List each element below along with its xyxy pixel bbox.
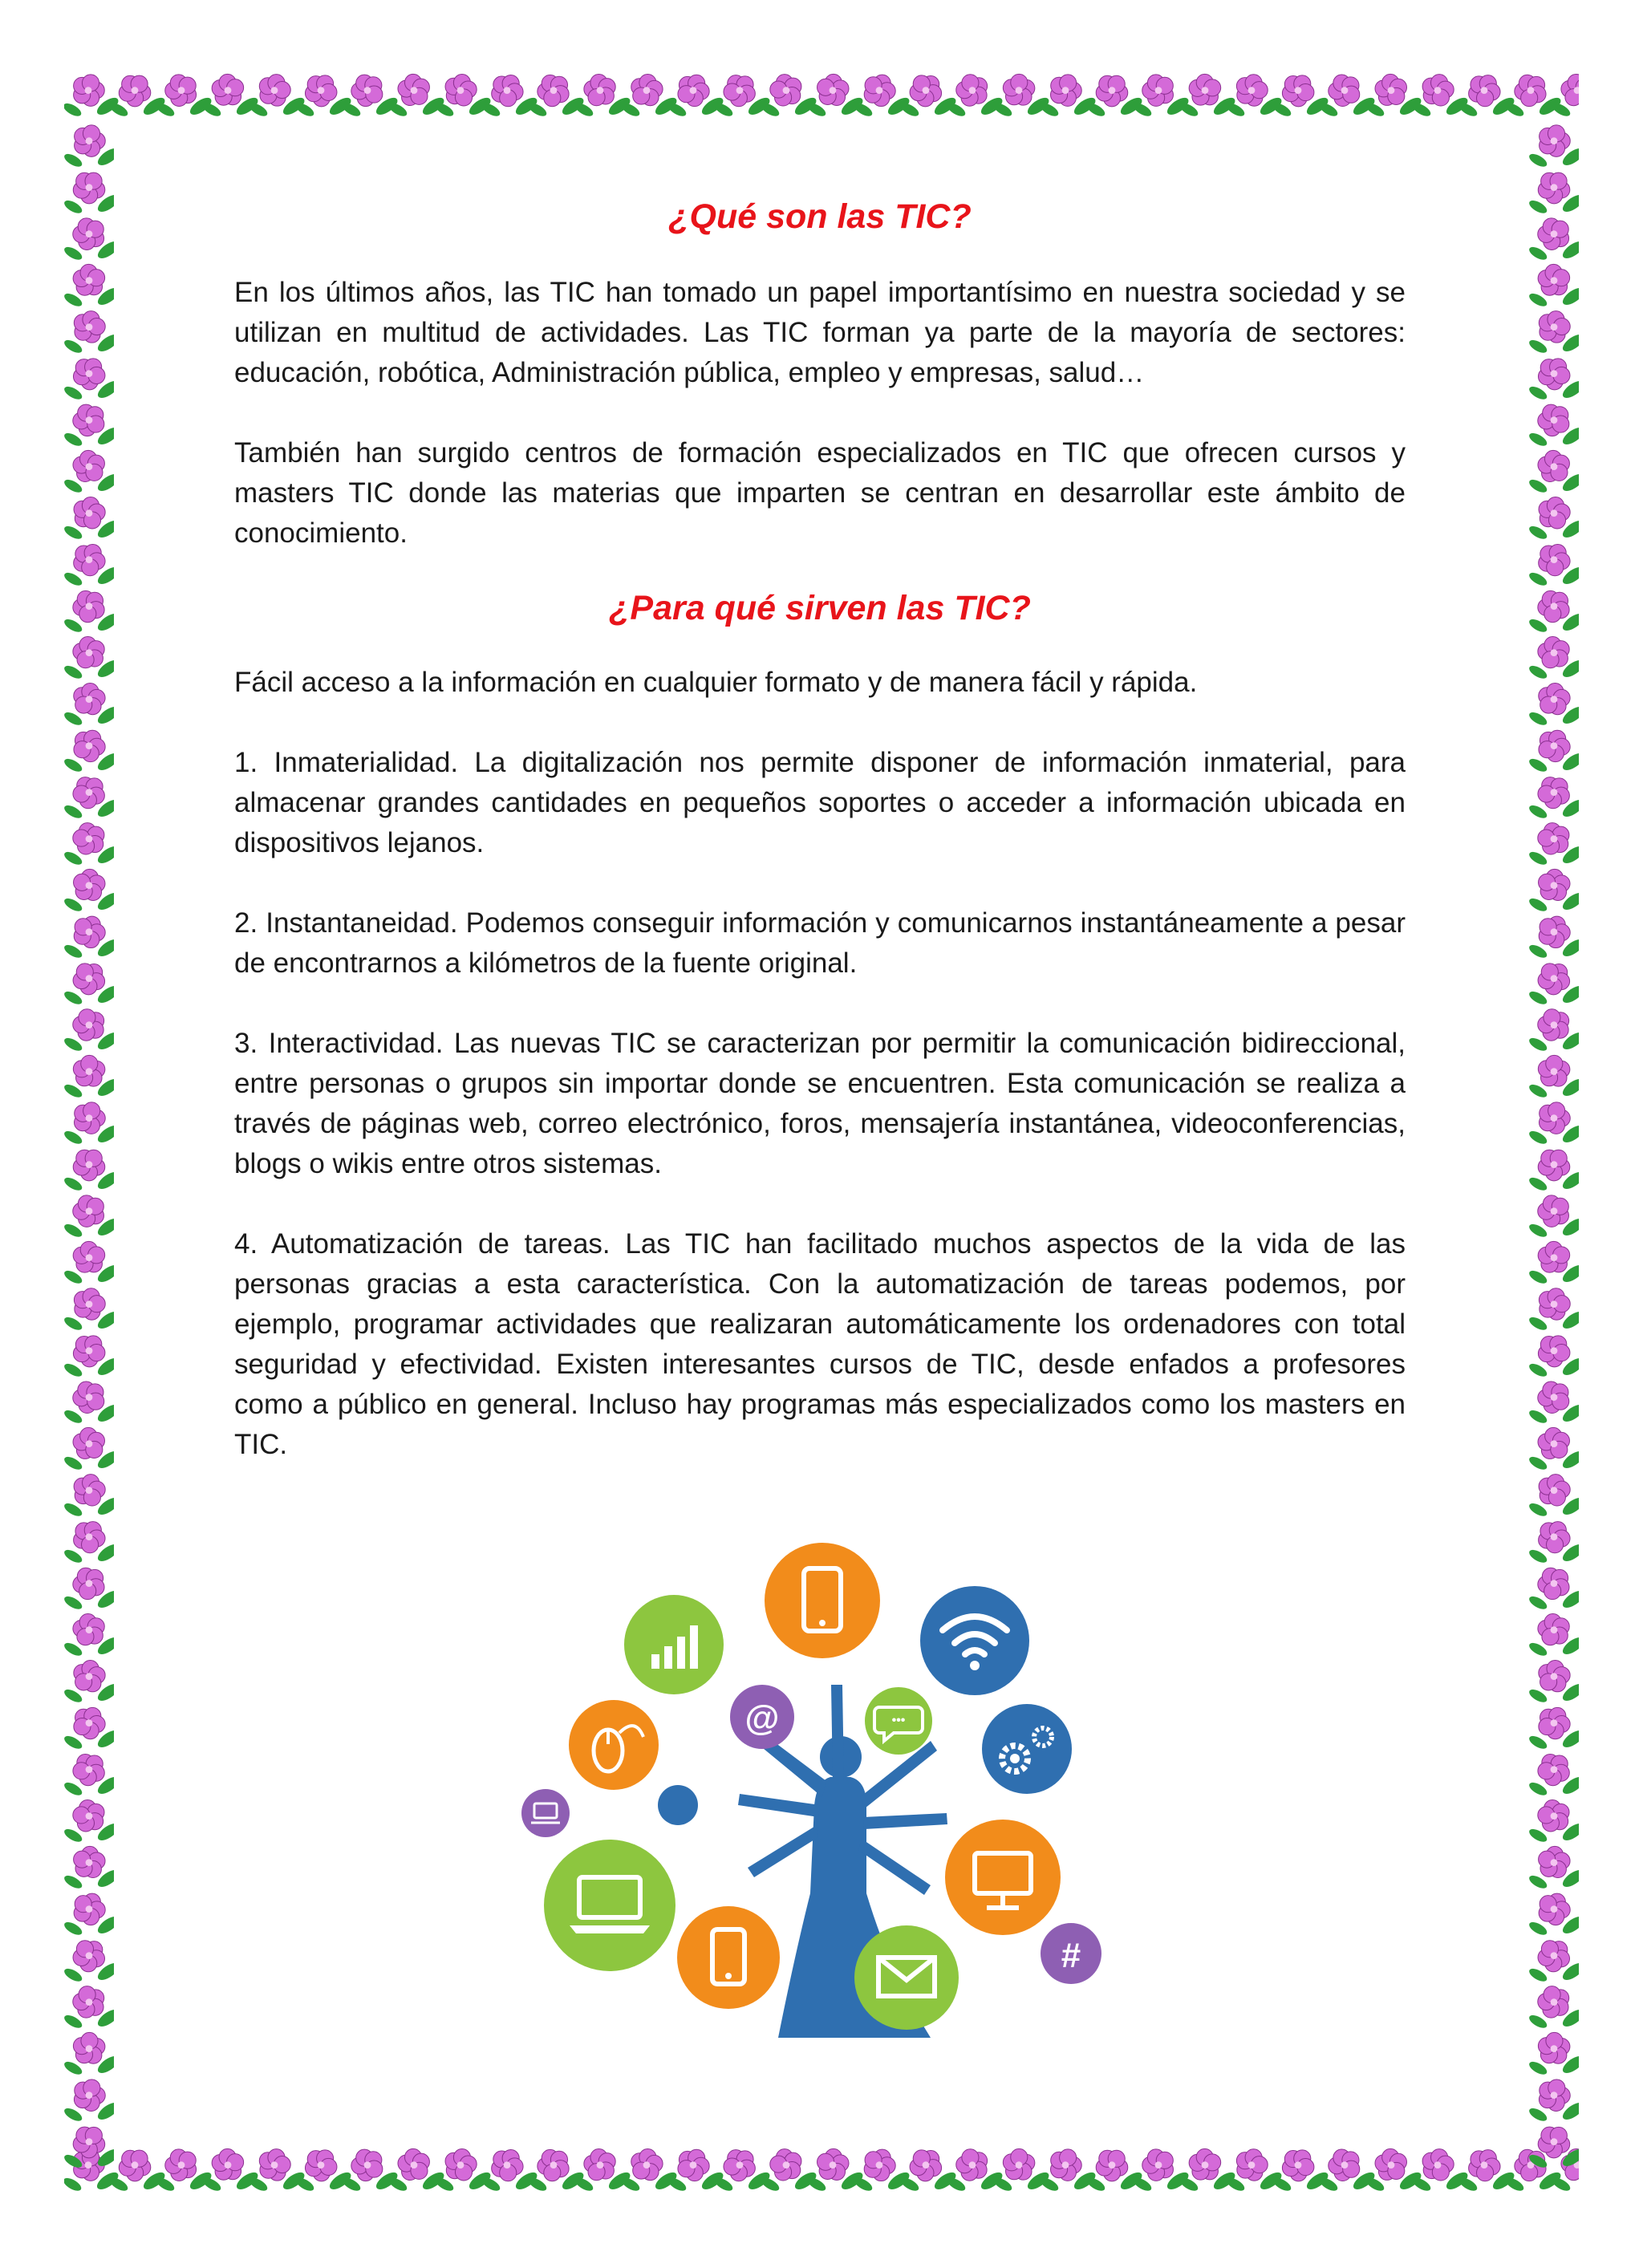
flower-motif bbox=[1365, 74, 1424, 119]
phone-icon bbox=[765, 1543, 880, 1658]
flower-motif bbox=[1529, 1800, 1579, 1844]
flower-motif bbox=[1529, 172, 1579, 216]
flower-motif bbox=[1529, 1846, 1579, 1891]
flower-motif bbox=[1529, 636, 1579, 680]
flower-motif bbox=[1529, 311, 1579, 355]
flower-motif bbox=[64, 1707, 114, 1751]
flower-motif bbox=[1178, 74, 1238, 119]
at-sign-icon bbox=[730, 1685, 794, 1749]
flower-motif bbox=[1039, 2149, 1098, 2193]
flower-motif bbox=[64, 545, 114, 588]
flower-motif bbox=[64, 1150, 114, 1193]
flower-motif bbox=[248, 75, 307, 119]
flower-motif bbox=[64, 777, 114, 821]
flower-motif bbox=[64, 823, 114, 867]
flower-motif bbox=[992, 74, 1052, 119]
flower-motif bbox=[574, 74, 633, 118]
flower-motif bbox=[1458, 75, 1517, 119]
document-body bbox=[234, 193, 1406, 1465]
flower-motif bbox=[1225, 2149, 1284, 2193]
smartphone-icon bbox=[677, 1906, 780, 2009]
flower-motif bbox=[481, 2150, 540, 2193]
flower-motif bbox=[853, 2149, 912, 2193]
flower-motif bbox=[527, 75, 586, 119]
flower-motif bbox=[620, 2148, 680, 2193]
flower-motif bbox=[64, 2032, 114, 2077]
list-item-instantaneidad: 2. Instantaneidad. Podemos conseguir información y comunicarnos instantáneamente a pesar de encontrarnos a kilómetros de la fuente original. bbox=[234, 907, 1406, 979]
flower-motif bbox=[1529, 497, 1579, 542]
flower-motif bbox=[64, 1522, 114, 1565]
flower-motif bbox=[1272, 75, 1331, 119]
flower-motif bbox=[108, 2150, 168, 2193]
flower-motif bbox=[64, 1336, 114, 1379]
flower-motif bbox=[64, 1475, 114, 1519]
flower-motif bbox=[155, 75, 214, 119]
flower-motif bbox=[64, 1568, 114, 1612]
hashtag-icon bbox=[1041, 1923, 1101, 1984]
bar-chart-icon bbox=[624, 1595, 724, 1694]
hashtag-glyph: # bbox=[1061, 1936, 1081, 1975]
flower-motif bbox=[64, 869, 114, 914]
chat-glyph: ••• bbox=[891, 1714, 906, 1727]
flower-motif bbox=[1529, 1475, 1579, 1519]
flower-motif bbox=[64, 1009, 114, 1053]
flower-motif bbox=[1529, 964, 1579, 1007]
flower-motif bbox=[294, 75, 354, 119]
flower-motif bbox=[64, 1893, 114, 1937]
flower-motif bbox=[64, 1381, 114, 1426]
heading-para-que-sirven: ¿Para qué sirven las TIC? bbox=[609, 589, 1031, 627]
floral-border-left bbox=[64, 64, 114, 2198]
flower-motif bbox=[64, 218, 114, 262]
flower-motif bbox=[806, 74, 866, 119]
flower-motif bbox=[64, 1055, 114, 1100]
flower-motif bbox=[64, 1241, 114, 1286]
flower-motif bbox=[713, 75, 773, 119]
flower-motif bbox=[1178, 2148, 1238, 2193]
flower-motif bbox=[1132, 75, 1191, 119]
flower-motif bbox=[155, 2149, 214, 2193]
flower-motif bbox=[1529, 1241, 1579, 1286]
flower-motif bbox=[1529, 1427, 1579, 1472]
flower-motif bbox=[760, 2149, 819, 2193]
flower-motif bbox=[1085, 2150, 1145, 2193]
flower-motif bbox=[248, 2149, 307, 2193]
flower-motif bbox=[1318, 75, 1377, 119]
flower-motif bbox=[64, 636, 114, 680]
flower-motif bbox=[1529, 450, 1579, 495]
flower-motif bbox=[1529, 916, 1579, 960]
flower-motif bbox=[1411, 2149, 1471, 2193]
flower-motif bbox=[713, 2150, 773, 2193]
flower-motif bbox=[387, 74, 447, 119]
flower-motif bbox=[1529, 683, 1579, 727]
flower-motif bbox=[1529, 1986, 1579, 2031]
flower-motif bbox=[481, 75, 540, 119]
flower-motif bbox=[64, 1427, 114, 1472]
flower-motif bbox=[1529, 869, 1579, 914]
flower-motif bbox=[667, 75, 726, 119]
flower-motif bbox=[64, 264, 114, 309]
flower-motif bbox=[64, 497, 114, 542]
paragraph-formacion: También han surgido centros de formación especializados en TIC que ofrecen cursos y masters TIC donde las materias que imparten se centran en desarrollar este ámbito de conocimiento. bbox=[234, 437, 1406, 549]
envelope-icon bbox=[854, 1925, 959, 2030]
flower-motif bbox=[64, 359, 114, 402]
flower-motif bbox=[1039, 75, 1098, 119]
flower-motif bbox=[64, 1102, 114, 1146]
flower-motif bbox=[760, 75, 819, 119]
flower-motif bbox=[1529, 1150, 1579, 1193]
flower-motif bbox=[387, 2148, 447, 2193]
flower-motif bbox=[341, 2149, 400, 2193]
flower-motif bbox=[64, 964, 114, 1007]
flower-motif bbox=[527, 2149, 586, 2193]
flower-motif bbox=[64, 2127, 114, 2170]
flower-motif bbox=[1529, 1568, 1579, 1612]
flower-motif bbox=[1272, 2150, 1331, 2193]
flower-motif bbox=[667, 2149, 726, 2193]
flower-motif bbox=[64, 1613, 114, 1657]
flower-motif bbox=[64, 1195, 114, 1239]
flower-motif bbox=[1529, 590, 1579, 635]
flower-motif bbox=[1529, 218, 1579, 262]
heading-que-son-las-tic: ¿Qué son las TIC? bbox=[668, 197, 972, 236]
flower-motif bbox=[1411, 75, 1471, 119]
flower-motif bbox=[64, 450, 114, 495]
flower-motif bbox=[201, 2148, 261, 2193]
flower-motif bbox=[201, 74, 261, 119]
flower-motif bbox=[64, 1846, 114, 1891]
flower-motif bbox=[946, 2149, 1005, 2193]
monitor-icon bbox=[945, 1820, 1061, 1935]
floral-border-bottom bbox=[64, 2139, 1579, 2198]
flower-motif bbox=[1529, 1288, 1579, 1333]
flower-motif bbox=[1529, 1102, 1579, 1146]
flower-motif bbox=[1529, 823, 1579, 867]
flower-motif bbox=[1529, 1755, 1579, 1798]
flower-motif bbox=[1529, 359, 1579, 402]
flower-motif bbox=[1529, 1055, 1579, 1100]
flower-motif bbox=[64, 683, 114, 727]
gears-icon bbox=[982, 1704, 1072, 1794]
flower-motif bbox=[1529, 730, 1579, 774]
flower-motif bbox=[1529, 2079, 1579, 2124]
paragraph-intro: En los últimos años, las TIC han tomado un papel importantísimo en nuestra sociedad y se utilizan en multitud de actividades. Las TIC forman ya parte de la mayoría de sectores: educación, robótica, Administración pública, empleo y empresas, salud… bbox=[234, 277, 1406, 388]
flower-motif bbox=[64, 590, 114, 635]
flower-motif bbox=[992, 2148, 1052, 2193]
flower-motif bbox=[620, 74, 680, 118]
flower-motif bbox=[1529, 1941, 1579, 1984]
flower-motif bbox=[1529, 1009, 1579, 1053]
flower-motif bbox=[434, 75, 493, 119]
flower-motif bbox=[1529, 545, 1579, 588]
list-item-automatizacion: 4. Automatización de tareas. Las TIC han facilitado muchos aspectos de la vida de las personas gracias a esta característica. Con la automatización de tareas podemos, por ejemplo, programar actividades que realizaran automáticamente los ordenadores con total seguridad y efectividad. Existen interesantes cursos de TIC, desde enfados a profesores como a público en general. Incluso hay programas más especializados como los masters en TIC. bbox=[234, 1228, 1406, 1460]
flower-motif bbox=[1529, 1381, 1579, 1426]
flower-motif bbox=[294, 2150, 354, 2193]
flower-motif bbox=[434, 2149, 493, 2193]
flower-motif bbox=[1365, 2148, 1424, 2193]
mouse-icon bbox=[569, 1700, 659, 1790]
flower-motif bbox=[64, 916, 114, 960]
flower-motif bbox=[1529, 1522, 1579, 1565]
laptop-icon bbox=[544, 1840, 675, 1971]
wifi-icon bbox=[920, 1586, 1029, 1695]
flower-motif bbox=[64, 1288, 114, 1333]
flower-motif bbox=[64, 404, 114, 448]
flower-motif bbox=[806, 2148, 866, 2193]
flower-motif bbox=[1318, 2149, 1377, 2193]
flower-motif bbox=[64, 125, 114, 169]
flower-motif bbox=[64, 1986, 114, 2031]
flower-motif bbox=[1529, 1893, 1579, 1937]
flower-motif bbox=[64, 2079, 114, 2124]
flower-motif bbox=[853, 75, 912, 119]
monitor-small-icon bbox=[521, 1789, 570, 1837]
flower-motif bbox=[64, 172, 114, 216]
flower-motif bbox=[899, 2150, 959, 2193]
flower-motif bbox=[1529, 1660, 1579, 1704]
flower-motif bbox=[64, 1941, 114, 1984]
flower-motif bbox=[341, 75, 400, 119]
list-item-inmaterialidad: 1. Inmaterialidad. La digitalización nos permite disponer de información inmaterial, para almacenar grandes cantidades en pequeños soportes o acceder a información ubicada en dispositivos lejanos. bbox=[234, 747, 1406, 858]
flower-motif bbox=[1458, 2150, 1517, 2193]
chat-icon bbox=[865, 1687, 932, 1755]
flower-motif bbox=[1529, 1707, 1579, 1751]
flower-motif bbox=[1529, 404, 1579, 448]
flower-motif bbox=[946, 75, 1005, 119]
flower-motif bbox=[1529, 2127, 1579, 2170]
flower-motif bbox=[108, 75, 168, 119]
flower-motif bbox=[1529, 2032, 1579, 2077]
list-item-interactividad: 3. Interactividad. Las nuevas TIC se caracterizan por permitir la comunicación bidireccional, entre personas o grupos sin importar donde se encuentren. Esta comunicación se realiza a través de páginas web, correo electrónico, foros, mensajería instantánea, videoconferencias, blogs o wikis entre otros sistemas. bbox=[234, 1028, 1406, 1179]
dot-icon bbox=[658, 1785, 698, 1825]
floral-border-top bbox=[64, 64, 1579, 124]
at-glyph: @ bbox=[744, 1698, 780, 1738]
flower-motif bbox=[1529, 1613, 1579, 1657]
flower-motif bbox=[1529, 1336, 1579, 1379]
flower-motif bbox=[1085, 75, 1145, 119]
tic-illustration bbox=[513, 1540, 1139, 2038]
flower-motif bbox=[64, 1660, 114, 1704]
floral-border-right bbox=[1529, 64, 1579, 2198]
flower-motif bbox=[1529, 264, 1579, 309]
flower-motif bbox=[64, 311, 114, 355]
flower-motif bbox=[1529, 1195, 1579, 1239]
flower-motif bbox=[899, 75, 959, 119]
flower-motif bbox=[574, 2148, 633, 2193]
flower-motif bbox=[1529, 125, 1579, 169]
flower-motif bbox=[1225, 75, 1284, 119]
flower-motif bbox=[1132, 2149, 1191, 2193]
flower-motif bbox=[64, 730, 114, 774]
flower-motif bbox=[1529, 777, 1579, 821]
flower-motif bbox=[64, 1755, 114, 1798]
flower-motif bbox=[64, 1800, 114, 1844]
paragraph-acceso: Fácil acceso a la información en cualquier formato y de manera fácil y rápida. bbox=[234, 667, 1198, 698]
